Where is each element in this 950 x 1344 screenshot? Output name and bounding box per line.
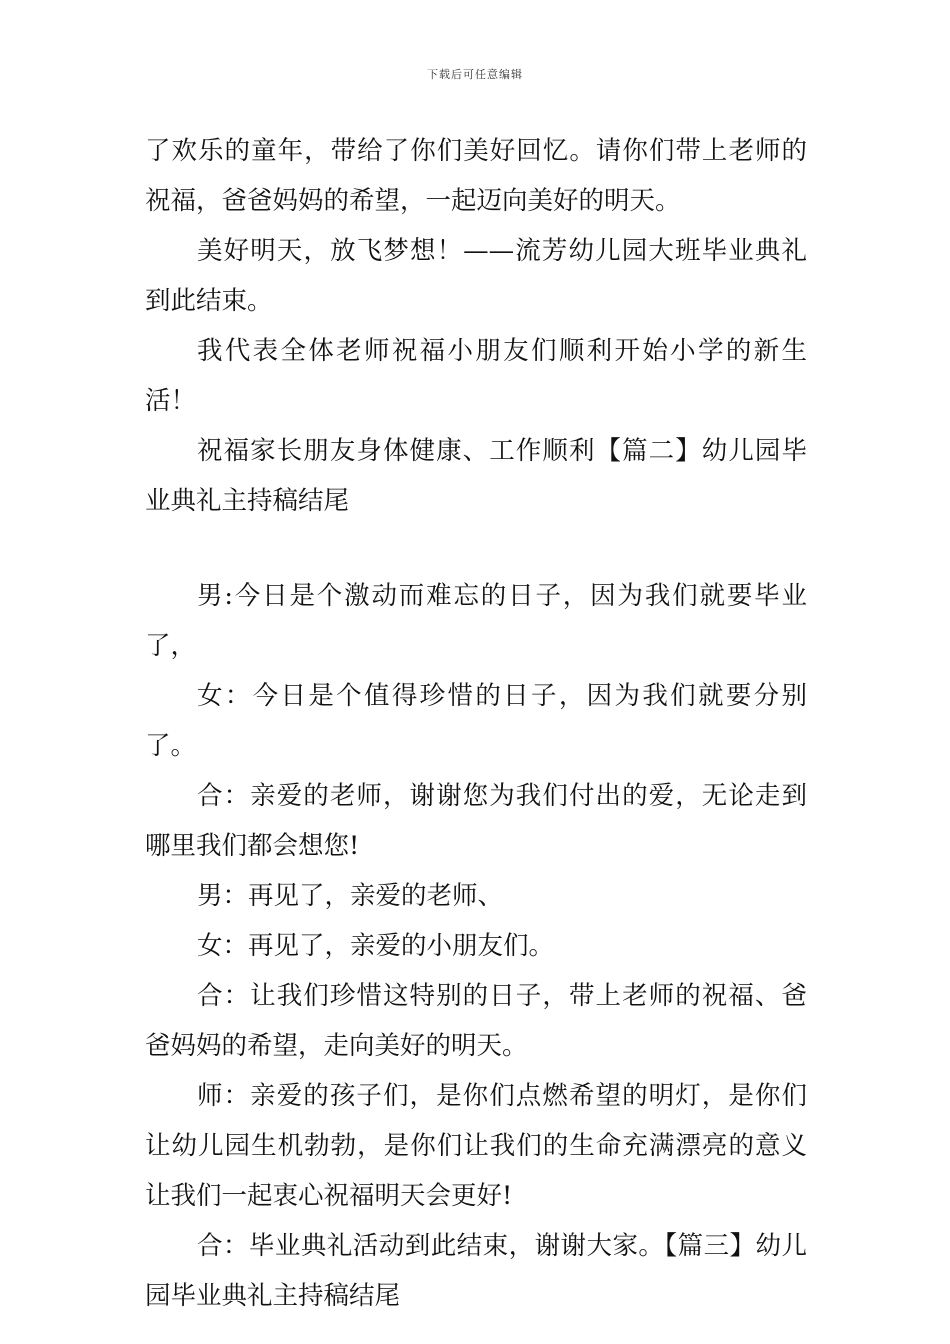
paragraph-teacher-blessing: 我代表全体老师祝福小朋友们顺利开始小学的新生活！ <box>145 336 807 416</box>
page-header-note: 下载后可任意编辑 <box>427 68 523 81</box>
paragraph-continuation: 了欢乐的童年，带给了你们美好回忆。请你们带上老师的祝福，爸爸妈妈的希望，一起迈向美好的明天。 <box>145 136 807 216</box>
paragraph-female-goodbye: 女：再见了，亲爱的小朋友们。 <box>197 931 555 961</box>
paragraph-closing-slogan: 美好明天，放飞梦想！——流芳幼儿园大班毕业典礼到此结束。 <box>145 236 807 316</box>
paragraph-together-cherish: 合：让我们珍惜这特别的日子，带上老师的祝福、爸爸妈妈的希望，走向美好的明天。 <box>145 981 807 1061</box>
paragraph-spacer <box>145 526 807 571</box>
paragraph-female-line: 女：今日是个值得珍惜的日子，因为我们就要分别了。 <box>145 681 807 761</box>
paragraph-together-line: 合：亲爱的老师，谢谢您为我们付出的爱，无论走到哪里我们都会想您! <box>145 781 807 861</box>
paragraph-teacher-speech: 师：亲爱的孩子们，是你们点燃希望的明灯，是你们让幼儿园生机勃勃，是你们让我们的生命充满漂亮的意义让我们一起衷心祝福明天会更好! <box>145 1081 807 1211</box>
paragraph-male-goodbye: 男：再见了，亲爱的老师、 <box>197 881 504 911</box>
paragraph-male-line: 男:今日是个激动而难忘的日子，因为我们就要毕业了， <box>145 581 807 661</box>
paragraph-together-ending: 合：毕业典礼活动到此结束，谢谢大家。【篇三】幼儿园毕业典礼主持稿结尾 <box>145 1231 807 1311</box>
paragraph-parent-blessing: 祝福家长朋友身体健康、工作顺利【篇二】幼儿园毕业典礼主持稿结尾 <box>145 436 807 516</box>
document-body <box>145 126 807 1321</box>
